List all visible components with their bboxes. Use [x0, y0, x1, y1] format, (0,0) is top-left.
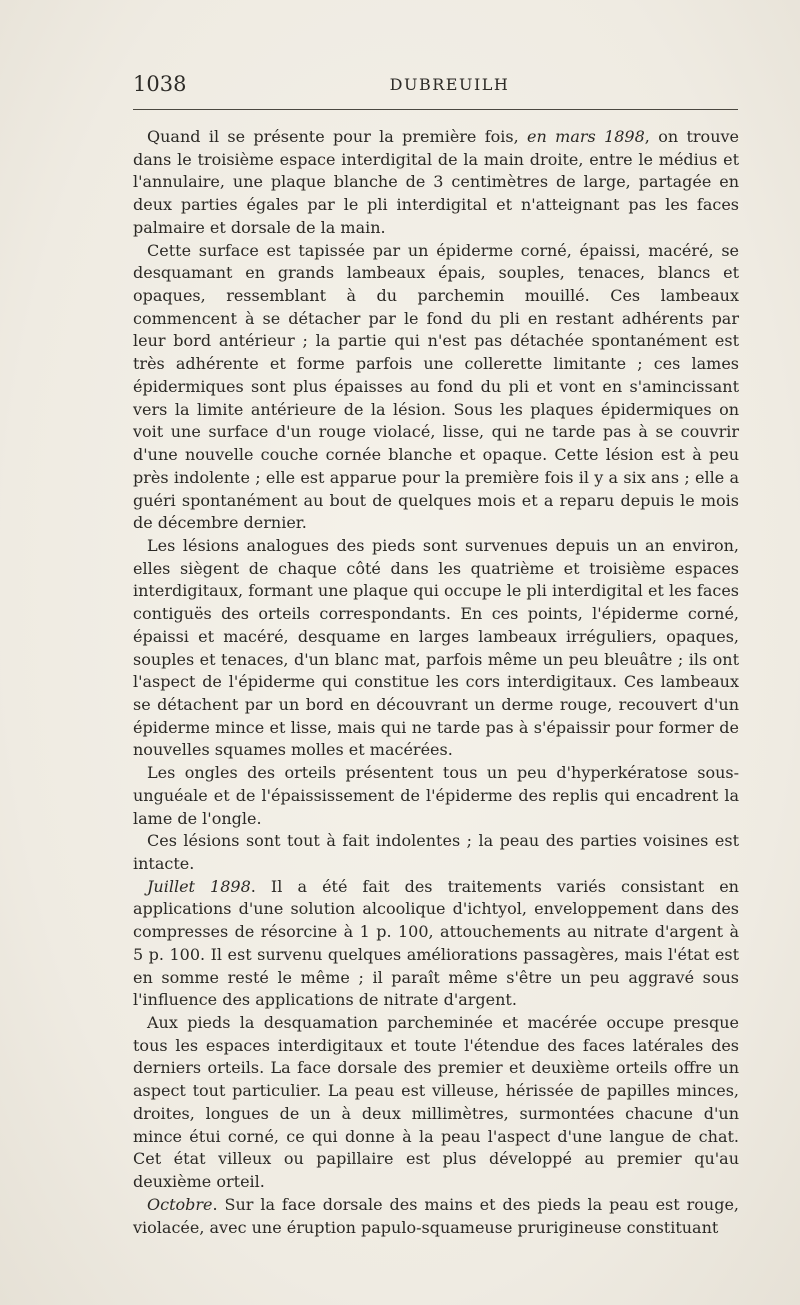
paragraph-8: Octobre. Sur la face dorsale des mains et des pieds la peau est rouge, violacée, avec une éruption papulo-squameuse prurigineuse constituant: [133, 1194, 739, 1237]
paragraph-7: Aux pieds la desquamation parcheminée et macérée occupe presque tous les espaces interdigitaux et toute l'étendue des faces latérales des derniers orteils. La face dorsale des premier et deuxième orteils offre un aspect tout particulier. La peau est villeuse, hérissée de papilles minces, droites, longues de un à deux millimètres, surmontées chacune d'un mince étui corné, ce qui donne à la peau l'aspect d'une langue de chat. Cet état villeux ou papillaire est plus développé au premier qu'au deuxième orteil.: [133, 1013, 739, 1192]
date-emphasis: Octobre: [147, 1194, 213, 1214]
paragraph-3: Les lésions analogues des pieds sont survenues depuis un an environ, elles siègent de chaque côté dans les quatrième et troisième espaces interdigitaux, formant une plaque qui occupe le pli interdigital et les faces contiguës des orteils correspondants. En ces points, l'épiderme corné, épaissi et macéré, desquame en larges lambeaux irréguliers, opaques, souples et tenaces, d'un blanc mat, parfois même un peu bleuâtre ; ils ont l'aspect de l'épiderme qui constitue les cors interdigitaux. Ces lambeaux se détachent par un bord en découvrant un derme rouge, recouvert d'un épiderme mince et lisse, mais qui ne tarde pas à s'épaissir pour former de nouvelles squames molles et macérées.: [133, 535, 739, 760]
date-emphasis: en mars 1898: [527, 127, 645, 146]
paragraph-2: Cette surface est tapissée par un épiderme corné, épaissi, macéré, se desquamant en grands lambeaux épais, souples, tenaces, blancs et opaques, ressemblant à du parchemin mouillé. Ces lambeaux commencent à se détacher par le fond du pli en restant adhérents par leur bord antérieur ; la partie qui n'est pas détachée spontanément est très adhérente et forme parfois une collerette limitante ; ces lames épidermiques sont plus épaisses au fond du pli et vont en s'amincissant vers la limite antérieure de la lésion. Sous les plaques épidermiques on voit une surface d'un rouge violacé, lisse, qui ne tarde pas à se couvrir d'une nouvelle couche cornée blanche et opaque. Cette lésion est à peu près indolente ; elle est apparue pour la première fois il y a six ans ; elle a guéri spontanément au bout de quelques mois et a reparu depuis le mois de décembre dernier.: [133, 240, 739, 533]
paragraph-1: Quand il se présente pour la première fois, en mars 1898, on trouve dans le troisième espace interdigital de la main droite, entre le médius et l'annulaire, une plaque blanche de 3 centimètres de large, partagée en deux parties égales par le pli interdigital et n'atteignant pas les faces palmaire et dorsale de la main.: [133, 127, 739, 237]
paragraph-5: Ces lésions sont tout à fait indolentes ; la peau des parties voisines est intacte.: [133, 831, 739, 873]
header-rule: [133, 109, 738, 110]
body-text: [133, 126, 739, 1239]
paragraph-6: Juillet 1898. Il a été fait des traitements variés consistant en applications d'une solution alcoolique d'ichtyol, enveloppement dans des compresses de résorcine à 1 p. 100, attouchements au nitrate d'argent à 5 p. 100. Il est survenu quelques améliorations passagères, mais l'état est en somme resté le même ; il paraît même s'être un peu aggravé sous l'influence des applications de nitrate d'argent.: [133, 876, 739, 1010]
date-emphasis: Juillet 1898: [147, 876, 251, 896]
paragraph-4: Les ongles des orteils présentent tous un peu d'hyperkératose sous-unguéale et de l'épaississement de l'épiderme des replis qui encadrent la lame de l'ongle.: [133, 763, 739, 828]
page-header: [133, 72, 738, 102]
page-number: 1038: [133, 72, 187, 96]
running-head: DUBREUILH: [389, 75, 510, 94]
